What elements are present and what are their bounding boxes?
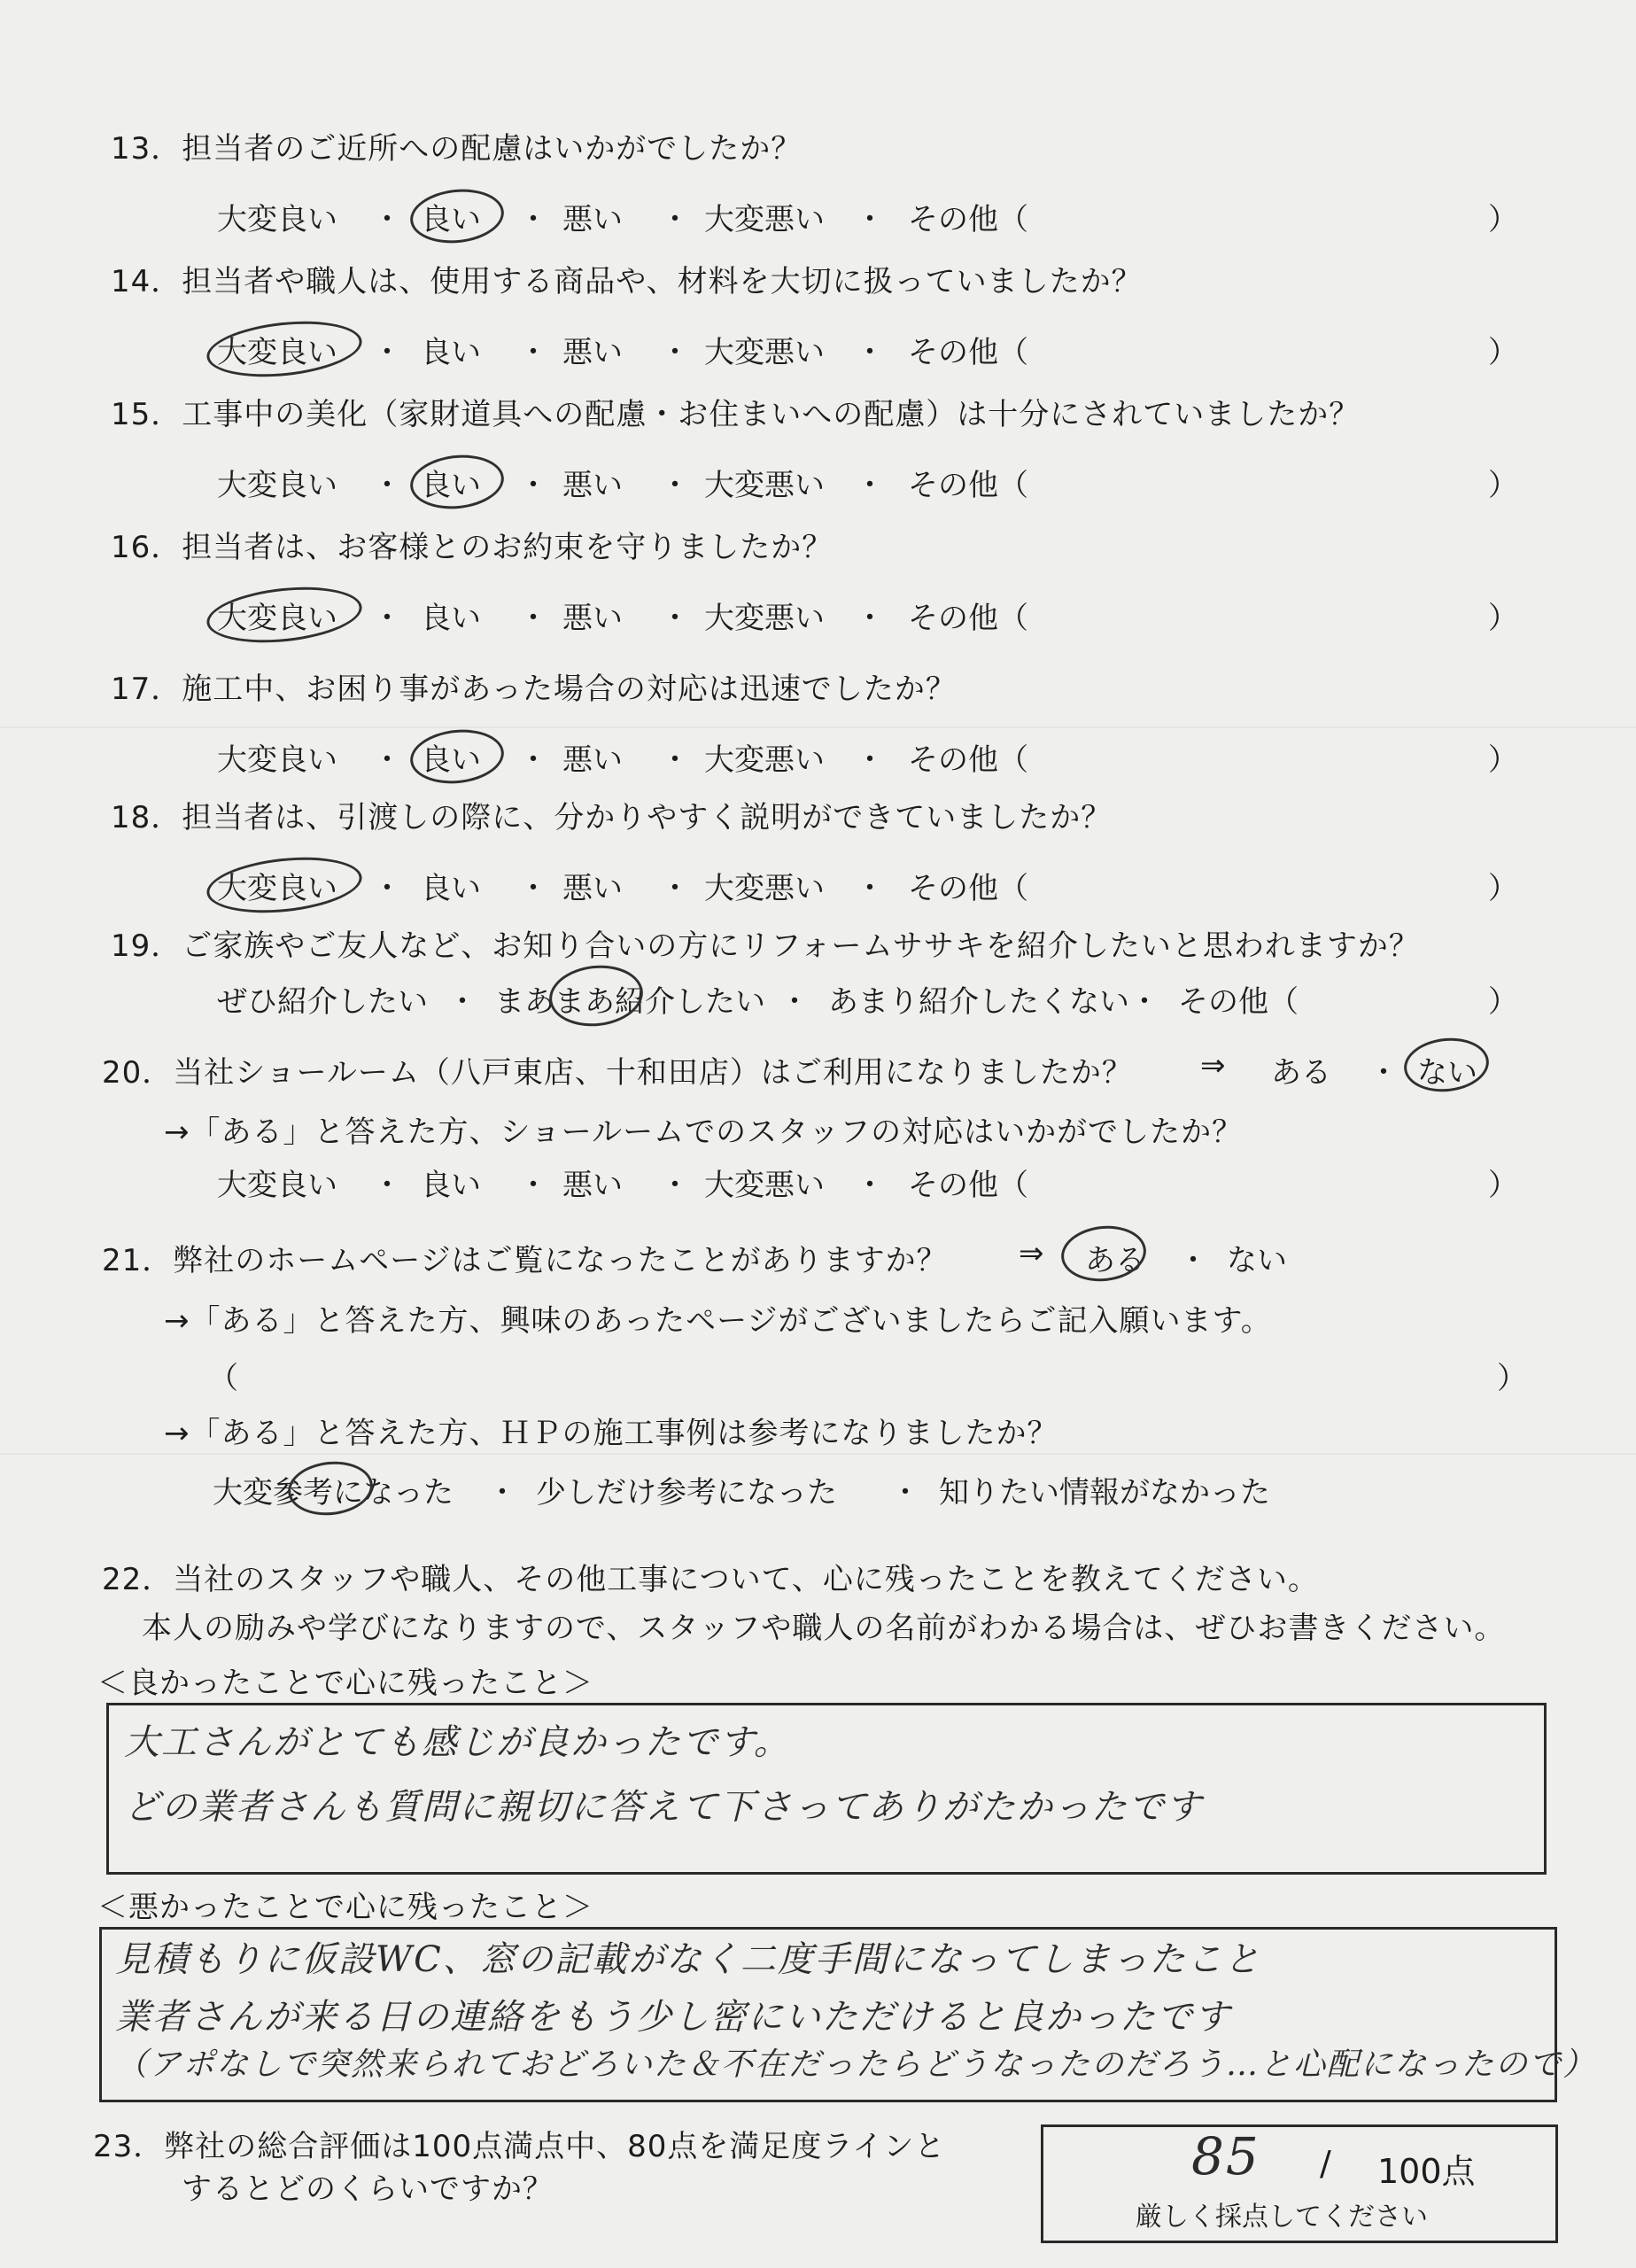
q19-option-1: ・ (447, 984, 477, 1020)
q17-option-1: ・ (372, 742, 402, 778)
q19-option-7[interactable]: ） (1488, 984, 1518, 1020)
q17-option-6[interactable]: 大変悪い (704, 742, 825, 778)
q23-note: 厳しく採点してください (1136, 2202, 1428, 2233)
q13-option-4[interactable]: 悪い (562, 202, 623, 237)
q13-option-5: ・ (660, 202, 690, 237)
q15-option-6[interactable]: 大変悪い (704, 468, 825, 503)
paper-fold-line (0, 726, 1636, 728)
q20-option-5: ・ (660, 1168, 690, 1203)
q21-option-1: ・ (487, 1475, 517, 1511)
q14-option-0[interactable]: 大変良い (217, 335, 337, 370)
q17-option-2[interactable]: 良い (421, 742, 481, 778)
q22-good-line-1: どの業者さんも質問に親切に答えて下さってありがたかったです (124, 1787, 1203, 1828)
q20-answer-0[interactable]: ある (1271, 1055, 1331, 1091)
q23-slash: / (1320, 2144, 1331, 2183)
q22-bad-label: ＜悪かったことで心に残ったこと＞ (97, 1890, 593, 1925)
q21-answer-0[interactable]: ある (1085, 1243, 1145, 1278)
q20-option-9[interactable]: ） (1488, 1168, 1518, 1203)
q21-followup2: →「ある」と答えた方、ＨＰの施工事例は参考になりましたか？ (164, 1416, 1058, 1451)
q15-option-9[interactable]: ） (1488, 468, 1518, 503)
paper-fold-line (0, 1453, 1636, 1455)
q16-option-7: ・ (855, 601, 885, 636)
q15-option-8[interactable]: その他（ (908, 468, 1028, 503)
q18-option-3: ・ (518, 871, 548, 906)
q18-prompt: 18．担当者は、引渡しの際に、分かりやすく説明ができていましたか？ (111, 800, 1113, 835)
q18-option-1: ・ (372, 871, 402, 906)
q16-option-5: ・ (660, 601, 690, 636)
q14-option-2[interactable]: 良い (421, 335, 481, 370)
q15-prompt: 15．工事中の美化（家財道具への配慮・お住まいへの配慮）は十分にされていましたか？ (111, 397, 1361, 432)
q20-option-1: ・ (372, 1168, 402, 1203)
q19-option-4[interactable]: あまり紹介したくない (828, 984, 1129, 1020)
q21-option-4[interactable]: 知りたい情報がなかった (939, 1475, 1270, 1511)
q16-option-8[interactable]: その他（ (908, 601, 1028, 636)
q18-option-5: ・ (660, 871, 690, 906)
q17-option-5: ・ (660, 742, 690, 778)
q15-option-4[interactable]: 悪い (562, 468, 623, 503)
q19-option-0[interactable]: ぜひ紹介したい (217, 984, 428, 1020)
q21-answer-2[interactable]: ない (1227, 1243, 1287, 1278)
q23-prompt-1: 23．弊社の総合評価は100点満点中、80点を満足度ラインと (93, 2129, 946, 2164)
q20-followup: →「ある」と答えた方、ショールームでのスタッフの対応はいかがでしたか？ (164, 1115, 1244, 1150)
q14-option-1: ・ (372, 335, 402, 370)
q17-option-4[interactable]: 悪い (562, 742, 623, 778)
q13-option-7: ・ (855, 202, 885, 237)
q13-option-9[interactable]: ） (1488, 202, 1518, 237)
q21-option-2[interactable]: 少しだけ参考になった (536, 1475, 837, 1511)
q14-option-9[interactable]: ） (1488, 335, 1518, 370)
q22-good-label: ＜良かったことで心に残ったこと＞ (97, 1666, 593, 1701)
q22-prompt-1: 22．当社のスタッフや職人、その他工事について、心に残ったことを教えてください。 (102, 1562, 1319, 1597)
q22-prompt-2: 本人の励みや学びになりますので、スタッフや職人の名前がわかる場合は、ぜひお書きください。 (142, 1611, 1506, 1646)
q21-answer-1: ・ (1178, 1243, 1208, 1278)
q13-option-2[interactable]: 良い (421, 202, 481, 237)
q20-option-4[interactable]: 悪い (562, 1168, 623, 1203)
q15-option-5: ・ (660, 468, 690, 503)
q18-option-2[interactable]: 良い (421, 871, 481, 906)
q20-option-6[interactable]: 大変悪い (704, 1168, 825, 1203)
q22-bad-line-1: 業者さんが来る日の連絡をもう少し密にいただけると良かったです (115, 1997, 1231, 2038)
q16-option-1: ・ (372, 601, 402, 636)
q14-selected-mark (204, 315, 364, 384)
q20-option-0[interactable]: 大変良い (217, 1168, 337, 1203)
q23-max: 100点 (1377, 2152, 1476, 2191)
q16-option-2[interactable]: 良い (421, 601, 481, 636)
q13-option-8[interactable]: その他（ (908, 202, 1028, 237)
q18-option-6[interactable]: 大変悪い (704, 871, 825, 906)
q16-option-3: ・ (518, 601, 548, 636)
q13-option-6[interactable]: 大変悪い (704, 202, 825, 237)
q13-option-3: ・ (518, 202, 548, 237)
q14-option-8[interactable]: その他（ (908, 335, 1028, 370)
q22-bad-line-2: （アポなしで突然来られておどろいた＆不在だったらどうなったのだろう…と心配になったので） (115, 2047, 1597, 2083)
q15-option-2[interactable]: 良い (421, 468, 481, 503)
q21-prompt: 21．弊社のホームページはご覧になったことがありますか？ (102, 1243, 948, 1278)
q18-selected-mark (204, 850, 364, 920)
q20-option-8[interactable]: その他（ (908, 1168, 1028, 1203)
q18-option-9[interactable]: ） (1488, 871, 1518, 906)
q16-prompt: 16．担当者は、お客様とのお約束を守りましたか？ (111, 530, 834, 565)
q18-option-7: ・ (855, 871, 885, 906)
q14-option-5: ・ (660, 335, 690, 370)
q13-prompt: 13．担当者のご近所への配慮はいかがでしたか？ (111, 131, 802, 167)
q14-option-7: ・ (855, 335, 885, 370)
q18-option-4[interactable]: 悪い (562, 871, 623, 906)
q22-good-line-0: 大工さんがとても感じが良かったです。 (124, 1722, 791, 1763)
q20-selected-mark (1401, 1034, 1492, 1096)
q20-option-3: ・ (518, 1168, 548, 1203)
q23-prompt-2: するとどのくらいですか？ (182, 2171, 554, 2207)
q19-option-5: ・ (1129, 984, 1159, 1020)
q16-option-0[interactable]: 大変良い (217, 601, 337, 636)
q14-option-6[interactable]: 大変悪い (704, 335, 825, 370)
q20-arrow: ⇒ (1200, 1048, 1226, 1084)
q20-answer-1: ・ (1369, 1055, 1399, 1091)
q22-bad-line-0: 見積もりに仮設WC、窓の記載がなく二度手間になってしまったこと (115, 1939, 1261, 1980)
q15-option-1: ・ (372, 468, 402, 503)
q17-option-0[interactable]: 大変良い (217, 742, 337, 778)
q21-arrow: ⇒ (1019, 1236, 1044, 1271)
q20-answer-2[interactable]: ない (1417, 1055, 1477, 1091)
q19-option-6[interactable]: その他（ (1178, 984, 1299, 1020)
q15-option-0[interactable]: 大変良い (217, 468, 337, 503)
q14-prompt: 14．担当者や職人は、使用する商品や、材料を大切に扱っていましたか？ (111, 264, 1143, 299)
q20-prompt: 20．当社ショールーム（八戸東店、十和田店）はご利用になりましたか？ (102, 1055, 1133, 1091)
q23-score-value: 85 (1191, 2126, 1260, 2186)
q16-option-4[interactable]: 悪い (562, 601, 623, 636)
q19-option-3: ・ (779, 984, 810, 1020)
q15-option-7: ・ (855, 468, 885, 503)
q17-option-9[interactable]: ） (1488, 742, 1518, 778)
q20-option-2[interactable]: 良い (421, 1168, 481, 1203)
q21-option-0[interactable]: 大変参考になった (213, 1475, 454, 1511)
q18-option-8[interactable]: その他（ (908, 871, 1028, 906)
q16-option-6[interactable]: 大変悪い (704, 601, 825, 636)
q18-option-0[interactable]: 大変良い (217, 871, 337, 906)
q15-option-3: ・ (518, 468, 548, 503)
q17-option-3: ・ (518, 742, 548, 778)
q17-option-7: ・ (855, 742, 885, 778)
q14-option-3: ・ (518, 335, 548, 370)
q19-prompt: 19．ご家族やご友人など、お知り合いの方にリフォームササキを紹介したいと思われますか？ (111, 928, 1420, 964)
q19-option-2[interactable]: まあまあ紹介したい (494, 984, 765, 1020)
q21-option-3: ・ (890, 1475, 920, 1511)
q16-selected-mark (204, 580, 364, 649)
q16-option-9[interactable]: ） (1488, 601, 1518, 636)
q20-option-7: ・ (855, 1168, 885, 1203)
q13-option-1: ・ (372, 202, 402, 237)
q21-paren-open: （ (208, 1361, 238, 1396)
q14-option-4[interactable]: 悪い (562, 335, 623, 370)
q17-prompt: 17．施工中、お困り事があった場合の対応は迅速でしたか？ (111, 672, 957, 707)
q13-option-0[interactable]: 大変良い (217, 202, 337, 237)
q21-paren-close: ） (1497, 1361, 1527, 1396)
q21-followup1: →「ある」と答えた方、興味のあったページがございましたらご記入願います。 (164, 1303, 1272, 1339)
q17-option-8[interactable]: その他（ (908, 742, 1028, 778)
